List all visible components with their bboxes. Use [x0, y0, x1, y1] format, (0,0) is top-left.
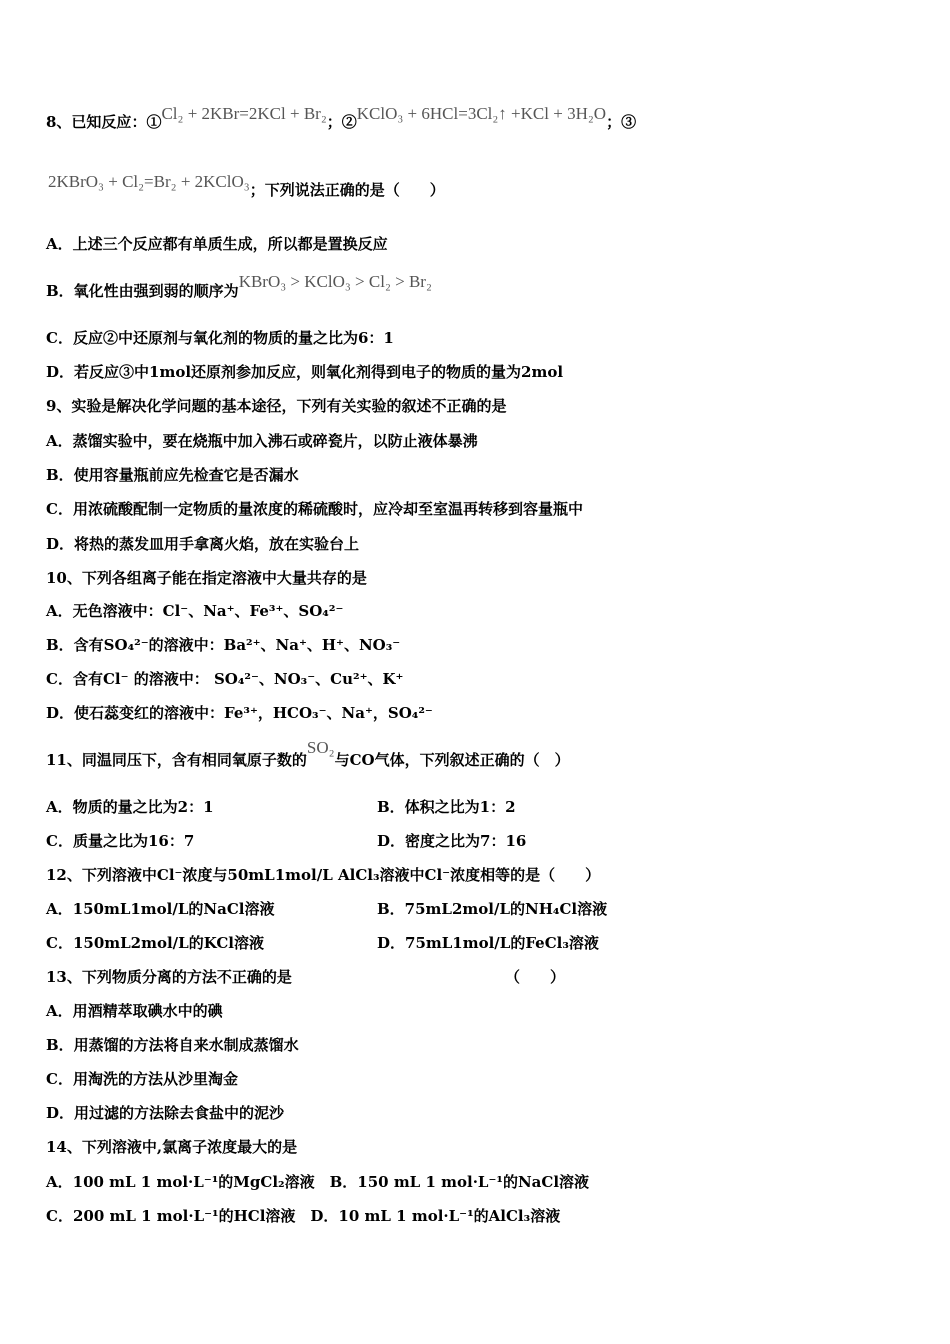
q10-stem: 10、下列各组离子能在指定溶液中大量共存的是 [46, 569, 367, 587]
q9-option-d: D．将热的蒸发皿用手拿离火焰，放在实验台上 [46, 535, 360, 553]
q8-equation-1: Cl₂ + 2KBr=2KCl + Br₂ [161, 104, 327, 123]
q11-stem-line [46, 738, 570, 770]
q10-option-c: C．含有Cl⁻ 的溶液中： SO₄²⁻、NO₃⁻、Cu²⁺、K⁺ [46, 670, 404, 688]
q13-option-b: B．用蒸馏的方法将自来水制成蒸馏水 [46, 1036, 299, 1054]
q8-equation-3: 2KBrO₃ + Cl₂=Br₂ + 2KClO₃ [48, 172, 250, 191]
q12-option-a: A．150mL1mol/L的NaCl溶液 [46, 900, 275, 918]
q8-option-b-equation: KBrO₃ > KClO₃ > Cl₂ > Br₂ [238, 272, 432, 291]
q11-so2: SO₂ [306, 738, 335, 757]
q9-option-b: B．使用容量瓶前应先检查它是否漏水 [46, 466, 299, 484]
q12-option-c: C．150mL2mol/L的KCl溶液 [46, 934, 264, 952]
q8-stem-line-2 [48, 172, 445, 200]
q8-option-b: B．氧化性由强到弱的顺序为 [46, 282, 239, 300]
q11-stem-pre: 11、同温同压下，含有相同氧原子数的 [46, 751, 307, 769]
q9-option-c: C．用浓硫酸配制一定物质的量浓度的稀硫酸时，应冷却至室温再转移到容量瓶中 [46, 500, 583, 518]
q13-option-a: A．用酒精萃取碘水中的碘 [46, 1002, 223, 1020]
q8-sep-2: ；③ [606, 113, 637, 131]
q8-option-a: A．上述三个反应都有单质生成，所以都是置换反应 [46, 235, 388, 253]
q8-stem-line [46, 104, 637, 132]
q10-option-a: A．无色溶液中：Cl⁻、Na⁺、Fe³⁺、SO₄²⁻ [46, 602, 344, 620]
q8-sep-1: ；② [326, 113, 357, 131]
q12-option-d: D．75mL1mol/L的FeCl₃溶液 [377, 934, 599, 952]
q11-stem-post: 与CO气体，下列叙述正确的（ ） [334, 751, 570, 769]
q8-option-b-line [46, 272, 432, 301]
q8-stem: 8、已知反应：① [46, 113, 162, 131]
q9-stem: 9、实验是解决化学问题的基本途径，下列有关实验的叙述不正确的是 [46, 397, 507, 415]
q10-option-b: B．含有SO₄²⁻的溶液中：Ba²⁺、Na⁺、H⁺、NO₃⁻ [46, 636, 401, 654]
q8-option-c: C．反应②中还原剂与氧化剂的物质的量之比为6：1 [46, 329, 394, 347]
q11-option-b: B．体积之比为1：2 [377, 798, 516, 816]
q14-stem: 14、下列溶液中,氯离子浓度最大的是 [46, 1138, 298, 1156]
q13-paren: （ ） [505, 968, 566, 986]
q12-stem: 12、下列溶液中Cl⁻浓度与50mL1mol/L AlCl₃溶液中Cl⁻浓度相等的是（ ） [46, 866, 601, 884]
q12-option-b: B．75mL2mol/L的NH₄Cl溶液 [377, 900, 608, 918]
q11-option-c: C．质量之比为16：7 [46, 832, 195, 850]
q10-option-d: D．使石蕊变红的溶液中：Fe³⁺，HCO₃⁻、Na⁺，SO₄²⁻ [46, 704, 433, 722]
q11-option-d: D．密度之比为7：16 [377, 832, 527, 850]
q8-equation-2: KClO₃ + 6HCl=3Cl₂↑ +KCl + 3H₂O [356, 104, 607, 123]
q9-option-a: A．蒸馏实验中，要在烧瓶中加入沸石或碎瓷片，以防止液体暴沸 [46, 432, 478, 450]
q14-options-ab: A．100 mL 1 mol·L⁻¹的MgCl₂溶液 B．150 mL 1 mol·L⁻¹的NaCl溶液 [46, 1173, 590, 1191]
q8-tail: ；下列说法正确的是（ ） [249, 181, 445, 199]
q14-options-cd: C．200 mL 1 mol·L⁻¹的HCl溶液 D．10 mL 1 mol·L⁻¹的AlCl₃溶液 [46, 1207, 561, 1225]
q13-option-d: D．用过滤的方法除去食盐中的泥沙 [46, 1104, 285, 1122]
q13-stem: 13、下列物质分离的方法不正确的是 [46, 968, 292, 986]
q8-option-d: D．若反应③中1mol还原剂参加反应，则氧化剂得到电子的物质的量为2mol [46, 363, 564, 381]
q13-option-c: C．用淘洗的方法从沙里淘金 [46, 1070, 238, 1088]
q11-option-a: A．物质的量之比为2：1 [46, 798, 214, 816]
